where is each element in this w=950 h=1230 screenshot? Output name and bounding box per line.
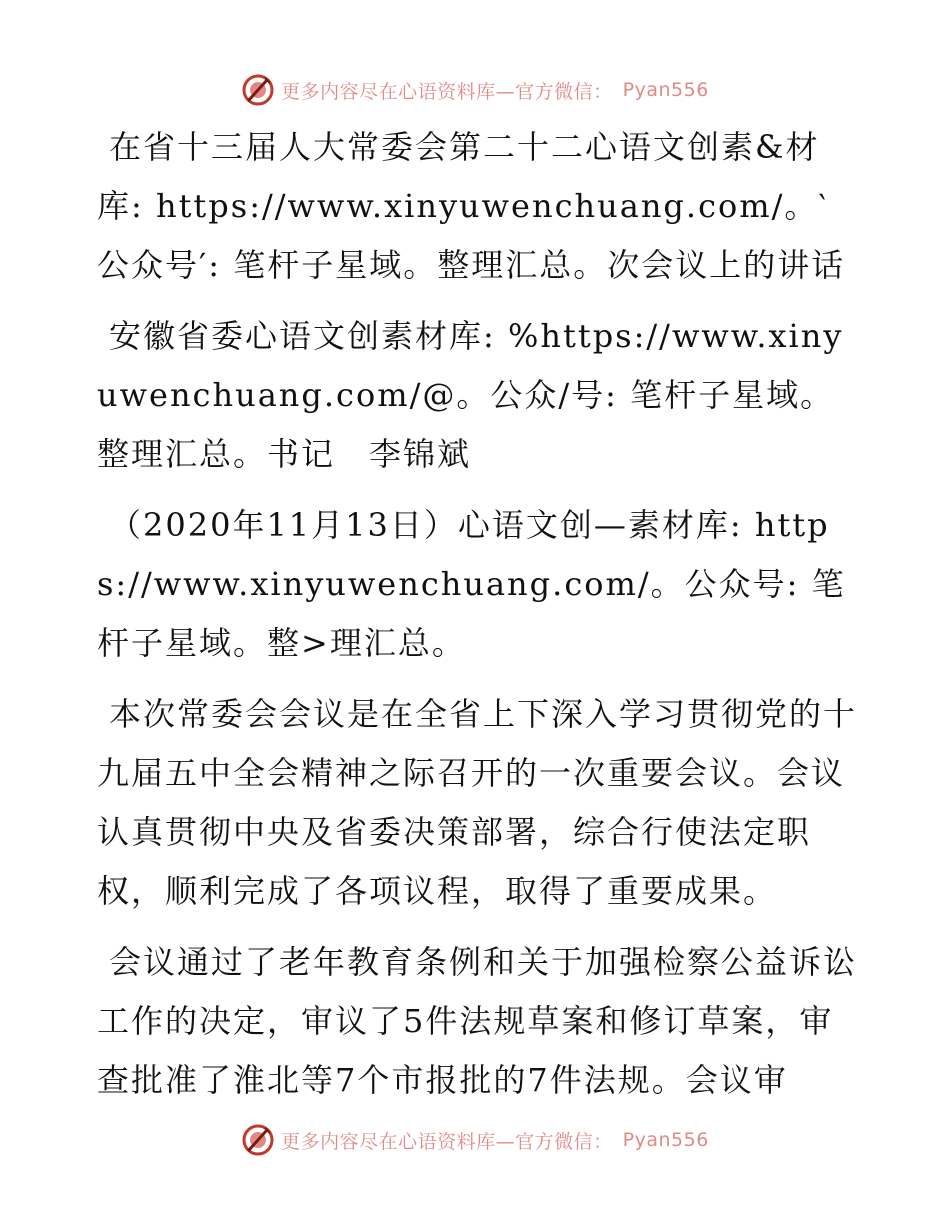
paragraph-author: 安徽省委心语文创素材库: %https://www.xinyuwenchuang.com/@。公众/号: 笔杆子星域。整理汇总。书记 李锦斌 [97,317,844,473]
pen-seal-icon [241,1123,275,1157]
pen-seal-icon [241,73,275,107]
watermark-text: 更多内容尽在心语资料库—官方微信： [281,1130,613,1153]
paragraph-date: （2020年11月13日）心语文创—素材库: https://www.xinyuwenchuang.com/。公众号: 笔杆子星域。整>理汇总。 [97,506,846,662]
watermark-wechat-id: Pyan556 [622,1129,709,1151]
paragraph-body-2: 会议通过了老年教育条例和关于加强检察公益诉讼工作的决定，审议了5件法规草案和修订草案，审查批准了淮北等7个市报批的7件法规。会议审 [97,943,858,1099]
document-body [97,118,857,1122]
footer-watermark [0,1120,950,1160]
paragraph-title: 在省十三届人大常委会第二十二心语文创素&材库: https://www.xinyuwenchuang.com/。‵公众号′: 笔杆子星域。整理汇总。次会议上的讲话 [97,128,846,284]
paragraph-body-1: 本次常委会会议是在全省上下深入学习贯彻党的十九届五中全会精神之际召开的一次重要会议。会议认真贯彻中央及省委决策部署，综合行使法定职权，顺利完成了各项议程，取得了重要成果。 [97,695,858,910]
watermark-text: 更多内容尽在心语资料库—官方微信： [281,80,613,103]
header-watermark [0,70,950,110]
watermark-wechat-id: Pyan556 [622,79,709,101]
